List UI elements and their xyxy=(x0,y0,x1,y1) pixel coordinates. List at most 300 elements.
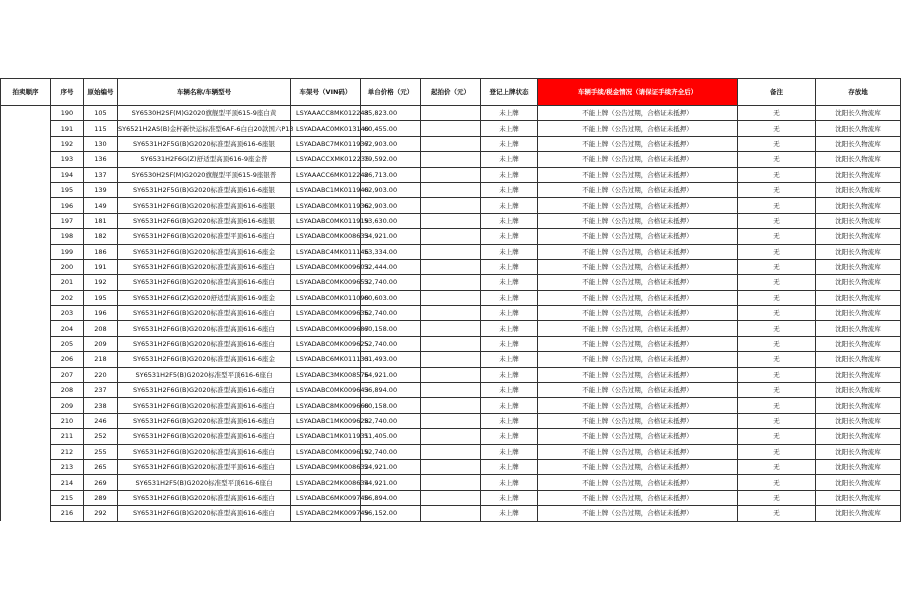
cell-lot-order xyxy=(1,490,51,505)
cell-registration-status: 未上牌 xyxy=(481,413,538,428)
cell-remark: 无 xyxy=(738,152,816,167)
cell-vin: LSYAAACC8MK012243 xyxy=(291,106,361,121)
cell-vin: LSYADABC1MK011931 xyxy=(291,429,361,444)
cell-remark: 无 xyxy=(738,259,816,274)
cell-storage-location: 沈阳长久物流库 xyxy=(816,198,901,213)
cell-procedure-status: 不能上牌（公告过期，合格证未抵押） xyxy=(538,229,738,244)
cell-original-number: 238 xyxy=(84,398,118,413)
cell-vehicle-name: SY6531H2F6G(B)G2020标准型高顶616-6座银 xyxy=(118,213,291,228)
cell-lot-order xyxy=(1,352,51,367)
cell-vehicle-name: SY6531H2F6G(B)G2020标准型高顶616-6座白 xyxy=(118,429,291,444)
cell-seq: 194 xyxy=(51,167,84,182)
table-row xyxy=(1,152,901,167)
cell-lot-order xyxy=(1,336,51,351)
cell-procedure-status: 不能上牌（公告过期，合格证未抵押） xyxy=(538,136,738,151)
cell-remark: 无 xyxy=(738,336,816,351)
cell-vin: LSYADABC0MK009653 xyxy=(291,275,361,290)
cell-registration-status: 未上牌 xyxy=(481,259,538,274)
cell-unit-price: 56,152.00 xyxy=(361,506,421,521)
cell-lot-order xyxy=(1,106,51,121)
cell-storage-location: 沈阳长久物流库 xyxy=(816,136,901,151)
table-row xyxy=(1,306,901,321)
cell-registration-status: 未上牌 xyxy=(481,321,538,336)
cell-remark: 无 xyxy=(738,352,816,367)
cell-remark: 无 xyxy=(738,321,816,336)
cell-lot-order xyxy=(1,213,51,228)
cell-original-number: 136 xyxy=(84,152,118,167)
cell-original-number: 246 xyxy=(84,413,118,428)
cell-unit-price: 56,894.00 xyxy=(361,490,421,505)
cell-unit-price: 52,740.00 xyxy=(361,444,421,459)
cell-storage-location: 沈阳长久物流库 xyxy=(816,306,901,321)
cell-unit-price: 52,740.00 xyxy=(361,306,421,321)
cell-seq: 215 xyxy=(51,490,84,505)
cell-vin: LSYADABC1MK009628 xyxy=(291,413,361,428)
col-original-number: 原始编号 xyxy=(84,79,118,106)
cell-procedure-status: 不能上牌（公告过期，合格证未抵押） xyxy=(538,275,738,290)
header-row xyxy=(1,79,901,106)
cell-vin: LSYADABC6MK009740 xyxy=(291,490,361,505)
cell-original-number: 191 xyxy=(84,259,118,274)
cell-storage-location: 沈阳长久物流库 xyxy=(816,106,901,121)
cell-remark: 无 xyxy=(738,290,816,305)
cell-procedure-status: 不能上牌（公告过期，合格证未抵押） xyxy=(538,198,738,213)
cell-unit-price: 61,493.00 xyxy=(361,352,421,367)
cell-registration-status: 未上牌 xyxy=(481,506,538,521)
cell-lot-order xyxy=(1,275,51,290)
table-row xyxy=(1,321,901,336)
cell-seq: 202 xyxy=(51,290,84,305)
cell-remark: 无 xyxy=(738,275,816,290)
cell-lot-order xyxy=(1,152,51,167)
cell-lot-order xyxy=(1,475,51,490)
cell-vin: LSYADABC0MK008633 xyxy=(291,229,361,244)
cell-seq: 204 xyxy=(51,321,84,336)
cell-original-number: 237 xyxy=(84,383,118,398)
cell-seq: 210 xyxy=(51,413,84,428)
table-row xyxy=(1,121,901,136)
cell-original-number: 208 xyxy=(84,321,118,336)
table-row xyxy=(1,229,901,244)
cell-unit-price: 53,334.00 xyxy=(361,244,421,259)
cell-remark: 无 xyxy=(738,136,816,151)
cell-unit-price: 52,740.00 xyxy=(361,336,421,351)
table-row xyxy=(1,198,901,213)
cell-unit-price: 85,823.00 xyxy=(361,106,421,121)
table-row xyxy=(1,167,901,182)
cell-registration-status: 未上牌 xyxy=(481,383,538,398)
cell-procedure-status: 不能上牌（公告过期，合格证未抵押） xyxy=(538,475,738,490)
cell-registration-status: 未上牌 xyxy=(481,229,538,244)
cell-registration-status: 未上牌 xyxy=(481,444,538,459)
cell-storage-location: 沈阳长久物流库 xyxy=(816,413,901,428)
table-row xyxy=(1,259,901,274)
cell-original-number: 195 xyxy=(84,290,118,305)
col-vin: 车架号（VIN码） xyxy=(291,79,361,106)
cell-vehicle-name: SY6531H2F5G(B)G2020标准型高顶616-6座银 xyxy=(118,136,291,151)
cell-vehicle-name: SY6531H2F5(B)G2020标准型平顶616-6座白 xyxy=(118,367,291,382)
cell-vin: LSYADABC6MK011133 xyxy=(291,352,361,367)
cell-original-number: 265 xyxy=(84,459,118,474)
cell-seq: 212 xyxy=(51,444,84,459)
cell-start-price xyxy=(421,198,481,213)
cell-registration-status: 未上牌 xyxy=(481,398,538,413)
cell-seq: 190 xyxy=(51,106,84,121)
cell-storage-location: 沈阳长久物流库 xyxy=(816,121,901,136)
cell-remark: 无 xyxy=(738,429,816,444)
cell-lot-order xyxy=(1,321,51,336)
cell-procedure-status: 不能上牌（公告过期，合格证未抵押） xyxy=(538,106,738,121)
cell-storage-location: 沈阳长久物流库 xyxy=(816,506,901,521)
cell-remark: 无 xyxy=(738,121,816,136)
cell-procedure-status: 不能上牌（公告过期，合格证未抵押） xyxy=(538,367,738,382)
table-row xyxy=(1,275,901,290)
col-storage-location: 存放地 xyxy=(816,79,901,106)
cell-vin: LSYADABC3MK008576 xyxy=(291,367,361,382)
cell-vin: LSYADABC8MK009660 xyxy=(291,398,361,413)
cell-unit-price: 54,921.00 xyxy=(361,475,421,490)
cell-unit-price: 52,740.00 xyxy=(361,275,421,290)
cell-vin: LSYAAACC6MK012242 xyxy=(291,167,361,182)
cell-registration-status: 未上牌 xyxy=(481,367,538,382)
cell-storage-location: 沈阳长久物流库 xyxy=(816,229,901,244)
cell-start-price xyxy=(421,475,481,490)
cell-original-number: 181 xyxy=(84,213,118,228)
col-seq: 序号 xyxy=(51,79,84,106)
cell-procedure-status: 不能上牌（公告过期，合格证未抵押） xyxy=(538,213,738,228)
cell-unit-price: 54,921.00 xyxy=(361,459,421,474)
cell-remark: 无 xyxy=(738,413,816,428)
cell-registration-status: 未上牌 xyxy=(481,121,538,136)
cell-unit-price: 62,903.00 xyxy=(361,198,421,213)
cell-vehicle-name: SY6531H2F6G(B)G2020标准型高顶616-6座白 xyxy=(118,398,291,413)
cell-start-price xyxy=(421,290,481,305)
cell-registration-status: 未上牌 xyxy=(481,244,538,259)
cell-remark: 无 xyxy=(738,475,816,490)
cell-start-price xyxy=(421,398,481,413)
cell-seq: 199 xyxy=(51,244,84,259)
cell-start-price xyxy=(421,367,481,382)
cell-vehicle-name: SY6531H2F6G(B)G2020标准型高顶616-6座白 xyxy=(118,444,291,459)
cell-vehicle-name: SY6531H2F5G(B)G2020标准型高顶616-6座银 xyxy=(118,182,291,197)
cell-remark: 无 xyxy=(738,244,816,259)
cell-start-price xyxy=(421,459,481,474)
cell-original-number: 196 xyxy=(84,306,118,321)
cell-seq: 214 xyxy=(51,475,84,490)
cell-original-number: 137 xyxy=(84,167,118,182)
vehicle-auction-table xyxy=(0,78,901,522)
cell-storage-location: 沈阳长久物流库 xyxy=(816,383,901,398)
cell-seq: 200 xyxy=(51,259,84,274)
cell-registration-status: 未上牌 xyxy=(481,290,538,305)
cell-original-number: 255 xyxy=(84,444,118,459)
col-lot-order: 拍卖顺序 xyxy=(1,79,51,106)
table-row xyxy=(1,444,901,459)
cell-original-number: 115 xyxy=(84,121,118,136)
cell-remark: 无 xyxy=(738,490,816,505)
cell-seq: 211 xyxy=(51,429,84,444)
cell-lot-order xyxy=(1,383,51,398)
cell-unit-price: 51,405.00 xyxy=(361,429,421,444)
cell-unit-price: 86,713.00 xyxy=(361,167,421,182)
cell-unit-price: 60,158.00 xyxy=(361,321,421,336)
cell-vin: LSYADABC0MK009625 xyxy=(291,336,361,351)
cell-start-price xyxy=(421,275,481,290)
cell-remark: 无 xyxy=(738,106,816,121)
cell-registration-status: 未上牌 xyxy=(481,198,538,213)
cell-start-price xyxy=(421,490,481,505)
cell-vehicle-name: SY6531H2F6G(B)G2020标准型高顶616-6座金 xyxy=(118,244,291,259)
cell-registration-status: 未上牌 xyxy=(481,167,538,182)
cell-storage-location: 沈阳长久物流库 xyxy=(816,182,901,197)
cell-start-price xyxy=(421,321,481,336)
cell-lot-order xyxy=(1,182,51,197)
cell-remark: 无 xyxy=(738,398,816,413)
cell-lot-order xyxy=(1,306,51,321)
cell-start-price xyxy=(421,213,481,228)
cell-vehicle-name: SY6531H2F6G(B)G2020标准型高顶616-6座金 xyxy=(118,352,291,367)
cell-vehicle-name: SY6531H2F6G(B)G2020标准型平顶616-6座白 xyxy=(118,459,291,474)
cell-lot-order xyxy=(1,429,51,444)
cell-seq: 197 xyxy=(51,213,84,228)
cell-seq: 191 xyxy=(51,121,84,136)
cell-unit-price: 52,444.00 xyxy=(361,259,421,274)
cell-seq: 201 xyxy=(51,275,84,290)
cell-remark: 无 xyxy=(738,167,816,182)
cell-seq: 207 xyxy=(51,367,84,382)
cell-seq: 205 xyxy=(51,336,84,351)
cell-start-price xyxy=(421,413,481,428)
cell-vin: LSYADABC7MK011937 xyxy=(291,136,361,151)
cell-original-number: 130 xyxy=(84,136,118,151)
cell-lot-order xyxy=(1,259,51,274)
cell-registration-status: 未上牌 xyxy=(481,136,538,151)
cell-remark: 无 xyxy=(738,182,816,197)
cell-storage-location: 沈阳长久物流库 xyxy=(816,213,901,228)
cell-storage-location: 沈阳长久物流库 xyxy=(816,259,901,274)
cell-seq: 209 xyxy=(51,398,84,413)
cell-original-number: 186 xyxy=(84,244,118,259)
cell-unit-price: 56,894.00 xyxy=(361,383,421,398)
cell-start-price xyxy=(421,444,481,459)
cell-remark: 无 xyxy=(738,229,816,244)
cell-original-number: 105 xyxy=(84,106,118,121)
cell-storage-location: 沈阳长久物流库 xyxy=(816,352,901,367)
cell-vin: LSYADABC4MK011146 xyxy=(291,244,361,259)
cell-vin: LSYADABC2MK008634 xyxy=(291,475,361,490)
cell-start-price xyxy=(421,244,481,259)
cell-vehicle-name: SY6530H2SF(M)G2020旗舰型平顶615-9座银普 xyxy=(118,167,291,182)
cell-procedure-status: 不能上牌（公告过期，合格证未抵押） xyxy=(538,167,738,182)
cell-registration-status: 未上牌 xyxy=(481,429,538,444)
table-row xyxy=(1,106,901,121)
cell-original-number: 149 xyxy=(84,198,118,213)
cell-procedure-status: 不能上牌（公告过期，合格证未抵押） xyxy=(538,444,738,459)
cell-storage-location: 沈阳长久物流库 xyxy=(816,367,901,382)
cell-remark: 无 xyxy=(738,198,816,213)
table-row xyxy=(1,383,901,398)
cell-remark: 无 xyxy=(738,306,816,321)
col-remark: 备注 xyxy=(738,79,816,106)
cell-seq: 198 xyxy=(51,229,84,244)
cell-start-price xyxy=(421,152,481,167)
cell-storage-location: 沈阳长久物流库 xyxy=(816,444,901,459)
cell-remark: 无 xyxy=(738,383,816,398)
table-row xyxy=(1,352,901,367)
cell-vehicle-name: SY6531H2F6G(B)G2020标准型高顶616-6座银 xyxy=(118,198,291,213)
cell-unit-price: 60,603.00 xyxy=(361,290,421,305)
col-vehicle-name: 车辆名称/车辆型号 xyxy=(118,79,291,106)
cell-remark: 无 xyxy=(738,444,816,459)
table-row xyxy=(1,398,901,413)
cell-procedure-status: 不能上牌（公告过期，合格证未抵押） xyxy=(538,290,738,305)
cell-original-number: 209 xyxy=(84,336,118,351)
cell-vehicle-name: SY6530H2SF(M)G2020旗舰型平顶615-9座白黄 xyxy=(118,106,291,121)
cell-vehicle-name: SY6531H2F6G(B)G2020标准型高顶616-6座白 xyxy=(118,383,291,398)
cell-seq: 206 xyxy=(51,352,84,367)
cell-start-price xyxy=(421,383,481,398)
cell-remark: 无 xyxy=(738,213,816,228)
cell-storage-location: 沈阳长久物流库 xyxy=(816,459,901,474)
cell-vehicle-name: SY6521H2AS(B)金杯新快运标准型6AF-6白白20款国六P13 xyxy=(118,121,291,136)
cell-seq: 203 xyxy=(51,306,84,321)
cell-registration-status: 未上牌 xyxy=(481,213,538,228)
cell-storage-location: 沈阳长久物流库 xyxy=(816,475,901,490)
cell-procedure-status: 不能上牌（公告过期，合格证未抵押） xyxy=(538,459,738,474)
cell-original-number: 220 xyxy=(84,367,118,382)
cell-lot-order xyxy=(1,367,51,382)
cell-registration-status: 未上牌 xyxy=(481,306,538,321)
cell-vin: LSYADABC0MK009643 xyxy=(291,383,361,398)
cell-procedure-status: 不能上牌（公告过期，合格证未抵押） xyxy=(538,182,738,197)
cell-lot-order xyxy=(1,290,51,305)
cell-lot-order xyxy=(1,398,51,413)
cell-lot-order xyxy=(1,229,51,244)
cell-registration-status: 未上牌 xyxy=(481,336,538,351)
cell-vin: LSYADABC0MK011936 xyxy=(291,198,361,213)
cell-vehicle-name: SY6531H2F6G(B)G2020标准型平顶616-6座白 xyxy=(118,229,291,244)
table-row xyxy=(1,136,901,151)
cell-original-number: 252 xyxy=(84,429,118,444)
cell-original-number: 292 xyxy=(84,506,118,521)
cell-seq: 196 xyxy=(51,198,84,213)
cell-vin: LSYADABC1MK011940 xyxy=(291,182,361,197)
table-row xyxy=(1,213,901,228)
cell-storage-location: 沈阳长久物流库 xyxy=(816,336,901,351)
cell-lot-order xyxy=(1,413,51,428)
cell-vin: LSYADAAC0MK013140 xyxy=(291,121,361,136)
cell-original-number: 182 xyxy=(84,229,118,244)
cell-lot-order xyxy=(1,459,51,474)
cell-seq: 216 xyxy=(51,506,84,521)
cell-unit-price: 54,921.00 xyxy=(361,367,421,382)
cell-start-price xyxy=(421,182,481,197)
cell-unit-price: 60,455.00 xyxy=(361,121,421,136)
cell-vin: LSYADABC0MK009636 xyxy=(291,306,361,321)
col-procedure-status: 车辆手续/税金情况（请保证手续齐全后） xyxy=(538,79,738,106)
cell-registration-status: 未上牌 xyxy=(481,490,538,505)
cell-registration-status: 未上牌 xyxy=(481,475,538,490)
cell-lot-order xyxy=(1,506,51,521)
cell-remark: 无 xyxy=(738,367,816,382)
cell-vehicle-name: SY6531H2F5(B)G2020标准型平顶616-6座白 xyxy=(118,475,291,490)
cell-start-price xyxy=(421,121,481,136)
cell-vehicle-name: SY6531H2F6G(B)G2020标准型高顶616-6座白 xyxy=(118,413,291,428)
cell-unit-price: 53,630.00 xyxy=(361,213,421,228)
table-row xyxy=(1,459,901,474)
cell-storage-location: 沈阳长久物流库 xyxy=(816,321,901,336)
cell-procedure-status: 不能上牌（公告过期，合格证未抵押） xyxy=(538,506,738,521)
cell-original-number: 289 xyxy=(84,490,118,505)
cell-vehicle-name: SY6531H2F6G(B)G2020标准型高顶616-6座白 xyxy=(118,306,291,321)
cell-procedure-status: 不能上牌（公告过期，合格证未抵押） xyxy=(538,306,738,321)
cell-original-number: 269 xyxy=(84,475,118,490)
cell-procedure-status: 不能上牌（公告过期，合格证未抵押） xyxy=(538,398,738,413)
cell-procedure-status: 不能上牌（公告过期，合格证未抵押） xyxy=(538,336,738,351)
cell-procedure-status: 不能上牌（公告过期，合格证未抵押） xyxy=(538,121,738,136)
cell-start-price xyxy=(421,429,481,444)
cell-storage-location: 沈阳长久物流库 xyxy=(816,275,901,290)
cell-vin: LSYADABC0MK011090 xyxy=(291,290,361,305)
cell-vehicle-name: SY6531H2F6G(B)G2020标准型高顶616-6座白 xyxy=(118,321,291,336)
cell-vehicle-name: SY6531H2F6G(Z)G2020舒适型高顶616-9座金 xyxy=(118,290,291,305)
cell-registration-status: 未上牌 xyxy=(481,275,538,290)
table-row xyxy=(1,367,901,382)
table-row xyxy=(1,336,901,351)
cell-procedure-status: 不能上牌（公告过期，合格证未抵押） xyxy=(538,321,738,336)
cell-storage-location: 沈阳长久物流库 xyxy=(816,152,901,167)
table-row xyxy=(1,244,901,259)
table-row xyxy=(1,490,901,505)
cell-vin: LSYADABC2MK009749 xyxy=(291,506,361,521)
cell-unit-price: 54,921.00 xyxy=(361,229,421,244)
cell-lot-order xyxy=(1,198,51,213)
table-row xyxy=(1,475,901,490)
cell-storage-location: 沈阳长久物流库 xyxy=(816,244,901,259)
cell-procedure-status: 不能上牌（公告过期，合格证未抵押） xyxy=(538,352,738,367)
cell-unit-price: 52,740.00 xyxy=(361,413,421,428)
cell-registration-status: 未上牌 xyxy=(481,459,538,474)
cell-registration-status: 未上牌 xyxy=(481,106,538,121)
col-unit-price: 单台价格（元） xyxy=(361,79,421,106)
cell-original-number: 192 xyxy=(84,275,118,290)
table-row xyxy=(1,506,901,521)
cell-unit-price: 62,903.00 xyxy=(361,136,421,151)
cell-lot-order xyxy=(1,121,51,136)
cell-procedure-status: 不能上牌（公告过期，合格证未抵押） xyxy=(538,259,738,274)
cell-procedure-status: 不能上牌（公告过期，合格证未抵押） xyxy=(538,152,738,167)
cell-start-price xyxy=(421,352,481,367)
cell-original-number: 218 xyxy=(84,352,118,367)
cell-start-price xyxy=(421,167,481,182)
cell-start-price xyxy=(421,229,481,244)
cell-vin: LSYADACCXMK012235 xyxy=(291,152,361,167)
cell-unit-price: 79,592.00 xyxy=(361,152,421,167)
cell-seq: 192 xyxy=(51,136,84,151)
cell-vehicle-name: SY6531H2F6G(B)G2020标准型高顶616-6座白 xyxy=(118,275,291,290)
cell-seq: 195 xyxy=(51,182,84,197)
cell-vehicle-name: SY6531H2F6G(B)G2020标准型高顶616-6座白 xyxy=(118,336,291,351)
cell-start-price xyxy=(421,259,481,274)
cell-unit-price: 62,903.00 xyxy=(361,182,421,197)
cell-unit-price: 60,158.00 xyxy=(361,398,421,413)
cell-registration-status: 未上牌 xyxy=(481,352,538,367)
cell-lot-order xyxy=(1,444,51,459)
cell-storage-location: 沈阳长久物流库 xyxy=(816,398,901,413)
cell-vin: LSYADABC0MK009603 xyxy=(291,259,361,274)
cell-lot-order xyxy=(1,244,51,259)
cell-procedure-status: 不能上牌（公告过期，合格证未抵押） xyxy=(538,383,738,398)
